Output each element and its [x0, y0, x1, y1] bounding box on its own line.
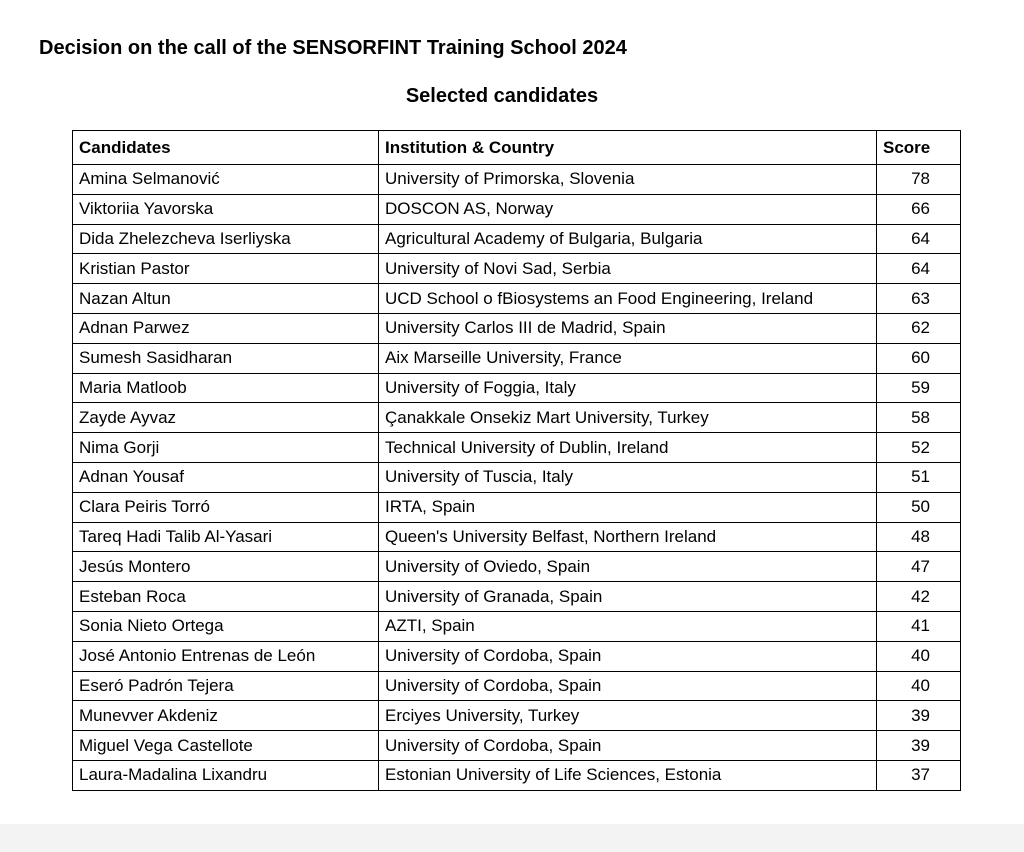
institution-country: University of Primorska, Slovenia: [379, 165, 877, 195]
candidate-score: 51: [877, 462, 961, 492]
candidate-score: 64: [877, 224, 961, 254]
institution-country: Agricultural Academy of Bulgaria, Bulgaria: [379, 224, 877, 254]
candidates-table: [72, 130, 961, 791]
table-row: [73, 611, 961, 641]
candidate-name: Clara Peiris Torró: [73, 492, 379, 522]
candidate-score: 58: [877, 403, 961, 433]
document-subtitle: Selected candidates: [405, 85, 599, 107]
page-bottom-edge: [0, 824, 1024, 852]
institution-country: University of Foggia, Italy: [379, 373, 877, 403]
candidate-score: 78: [877, 165, 961, 195]
candidate-score: 66: [877, 194, 961, 224]
candidate-score: 40: [877, 671, 961, 701]
table-header-row: [73, 131, 961, 165]
candidate-score: 39: [877, 731, 961, 761]
institution-country: University of Granada, Spain: [379, 582, 877, 612]
institution-country: University Carlos III de Madrid, Spain: [379, 313, 877, 343]
institution-country: Erciyes University, Turkey: [379, 701, 877, 731]
candidate-score: 59: [877, 373, 961, 403]
institution-country: AZTI, Spain: [379, 611, 877, 641]
table-row: [73, 462, 961, 492]
candidate-name: Tareq Hadi Talib Al-Yasari: [73, 522, 379, 552]
table-row: [73, 254, 961, 284]
candidate-score: 63: [877, 284, 961, 314]
table-row: [73, 373, 961, 403]
institution-country: Queen's University Belfast, Northern Ireland: [379, 522, 877, 552]
table-row: [73, 760, 961, 790]
candidate-name: Miguel Vega Castellote: [73, 731, 379, 761]
candidate-name: Nima Gorji: [73, 433, 379, 463]
candidate-name: Adnan Yousaf: [73, 462, 379, 492]
table-row: [73, 671, 961, 701]
candidate-name: Sonia Nieto Ortega: [73, 611, 379, 641]
header-candidates: Candidates: [73, 131, 379, 165]
table-row: [73, 701, 961, 731]
institution-country: University of Novi Sad, Serbia: [379, 254, 877, 284]
institution-country: University of Oviedo, Spain: [379, 552, 877, 582]
candidate-score: 39: [877, 701, 961, 731]
candidate-score: 41: [877, 611, 961, 641]
document-title: Decision on the call of the SENSORFINT Training School 2024: [39, 37, 627, 59]
table-row: [73, 224, 961, 254]
candidate-score: 50: [877, 492, 961, 522]
institution-country: University of Cordoba, Spain: [379, 671, 877, 701]
institution-country: UCD School o fBiosystems an Food Engineering, Ireland: [379, 284, 877, 314]
institution-country: Technical University of Dublin, Ireland: [379, 433, 877, 463]
table-row: [73, 343, 961, 373]
candidate-name: Eseró Padrón Tejera: [73, 671, 379, 701]
candidate-name: Adnan Parwez: [73, 313, 379, 343]
header-institution-country: Institution & Country: [379, 131, 877, 165]
institution-country: IRTA, Spain: [379, 492, 877, 522]
table-row: [73, 403, 961, 433]
candidate-name: Maria Matloob: [73, 373, 379, 403]
candidate-name: Munevver Akdeniz: [73, 701, 379, 731]
candidate-name: José Antonio Entrenas de León: [73, 641, 379, 671]
candidate-score: 52: [877, 433, 961, 463]
table-row: [73, 284, 961, 314]
table-row: [73, 582, 961, 612]
institution-country: Aix Marseille University, France: [379, 343, 877, 373]
candidate-name: Amina Selmanović: [73, 165, 379, 195]
candidate-name: Dida Zhelezcheva Iserliyska: [73, 224, 379, 254]
candidate-score: 47: [877, 552, 961, 582]
header-score: Score: [877, 131, 961, 165]
institution-country: University of Cordoba, Spain: [379, 641, 877, 671]
table-row: [73, 731, 961, 761]
table-row: [73, 194, 961, 224]
candidate-score: 64: [877, 254, 961, 284]
table-row: [73, 492, 961, 522]
candidate-name: Sumesh Sasidharan: [73, 343, 379, 373]
candidate-name: Kristian Pastor: [73, 254, 379, 284]
institution-country: Estonian University of Life Sciences, Estonia: [379, 760, 877, 790]
candidate-score: 37: [877, 760, 961, 790]
candidate-name: Esteban Roca: [73, 582, 379, 612]
candidate-score: 60: [877, 343, 961, 373]
table-row: [73, 522, 961, 552]
candidate-score: 42: [877, 582, 961, 612]
candidate-name: Nazan Altun: [73, 284, 379, 314]
institution-country: Çanakkale Onsekiz Mart University, Turkey: [379, 403, 877, 433]
institution-country: University of Cordoba, Spain: [379, 731, 877, 761]
candidate-name: Zayde Ayvaz: [73, 403, 379, 433]
table-row: [73, 552, 961, 582]
table-row: [73, 433, 961, 463]
candidate-score: 62: [877, 313, 961, 343]
candidate-name: Viktoriia Yavorska: [73, 194, 379, 224]
institution-country: University of Tuscia, Italy: [379, 462, 877, 492]
institution-country: DOSCON AS, Norway: [379, 194, 877, 224]
table-row: [73, 313, 961, 343]
table-row: [73, 641, 961, 671]
candidate-name: Jesús Montero: [73, 552, 379, 582]
table-row: [73, 165, 961, 195]
candidate-name: Laura-Madalina Lixandru: [73, 760, 379, 790]
candidate-score: 40: [877, 641, 961, 671]
candidate-score: 48: [877, 522, 961, 552]
